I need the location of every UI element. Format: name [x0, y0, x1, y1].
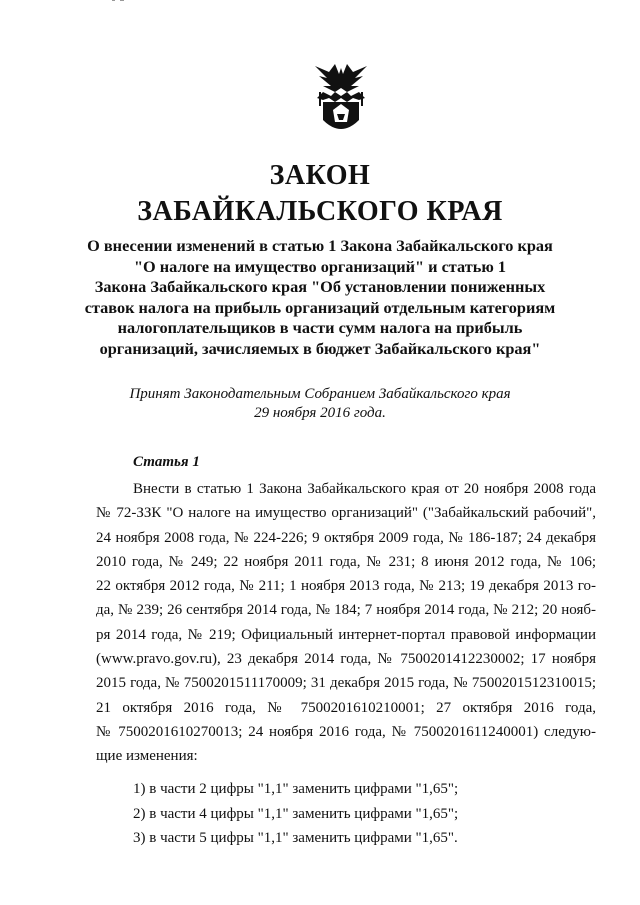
body-line: № 72-ЗЗК "О налоге на имущество организаций" ("Забайкальский рабочий", — [96, 505, 596, 522]
body-line: 2010 года, № 249; 22 ноября 2011 года, № 231; 8 июня 2012 года, № 106; — [96, 553, 596, 570]
subject-line: ставок налога на прибыль организаций отдельным категориям — [84, 297, 556, 317]
subject-line: налогоплательщиков в части сумм налога на прибыль — [117, 318, 523, 337]
body-line: № 7500201610270013; 24 ноября 2016 года, № 7500201611240001) следую- — [96, 723, 596, 740]
amendment-list — [133, 777, 458, 851]
body-line: ря 2014 года, № 219; Официальный интернет-портал правовой информации — [96, 626, 596, 643]
scan-artifact — [112, 0, 128, 2]
body-line: 21 октября 2016 года, № 7500201610210001; 27 октября 2016 года, — [96, 699, 596, 716]
body-line: да, № 239; 26 сентября 2014 года, № 184; 7 ноября 2014 года, № 212; 20 нояб- — [96, 602, 596, 619]
body-line: щие изменения: — [96, 748, 198, 765]
body-line: 2015 года, № 7500201511170009; 31 декабря 2015 года, № 7500201512310015; — [96, 675, 596, 692]
law-title: ЗАКОН — [269, 160, 371, 191]
body-line: (www.pravo.gov.ru), 23 декабря 2014 года, № 7500201412230002; 17 ноября — [96, 651, 596, 668]
adoption-date: 29 ноября 2016 года. — [254, 405, 386, 421]
coat-of-arms-emblem — [313, 58, 369, 138]
subject-line: О внесении изменений в статью 1 Закона Забайкальского края — [87, 236, 553, 255]
subject-line: "О налоге на имущество организаций" и статью 1 — [134, 256, 506, 276]
amendment-item: 3) в части 5 цифры "1,1" заменить цифрами "1,65". — [133, 830, 458, 846]
adoption-note — [0, 385, 640, 423]
article-body — [96, 477, 596, 769]
amendment-item: 1) в части 2 цифры "1,1" заменить цифрами "1,65"; — [133, 781, 459, 797]
subject-line: организаций, зачисляемых в бюджет Забайкальского края" — [99, 338, 541, 358]
subject-line: Закона Забайкальского края "Об установлении пониженных — [94, 277, 546, 296]
body-line: 24 ноября 2008 года, № 224-226; 9 октября 2009 года, № 186-187; 24 декабря — [96, 529, 596, 546]
body-line: Внести в статью 1 Закона Забайкальского края от 20 ноября 2008 года — [133, 481, 596, 497]
law-subject-heading — [70, 236, 570, 359]
adoption-line: Принят Законодательным Собранием Забайкальского края — [129, 386, 511, 402]
law-region-title: ЗАБАЙКАЛЬСКОГО КРАЯ — [137, 196, 503, 227]
body-line: 22 октября 2012 года, № 211; 1 ноября 2013 года, № 213; 19 декабря 2013 го- — [96, 578, 596, 595]
amendment-item: 2) в части 4 цифры "1,1" заменить цифрами "1,65"; — [133, 805, 459, 822]
article-heading: Статья 1 — [133, 454, 200, 470]
